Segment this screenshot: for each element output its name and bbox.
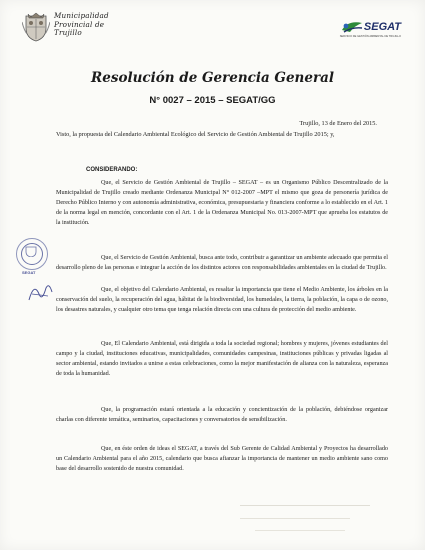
paragraph-1: Que, el Servicio de Gestión Ambiental de Trujillo – SEGAT – es un Organismo Público Descentralizado de la Municipalidad de Trujillo creado mediante Ordenanza Municipal N° 012-2007 –MPT el mismo que goza de personería jurídica de Derecho Público Interno y con autonomía administrativa, económica, presupuestaria y financiera conforme a lo establecido en el Art. 1 de la norma legal en mención, concordante con el Art. 1 de la Ordenanza Municipal No. 013-2007-MPT que aprueba los estatutos de la institución. xyxy=(56,180,388,227)
stamp-emblem-icon xyxy=(25,245,37,257)
segat-logo-text: SEGAT xyxy=(363,21,401,33)
resolution-number: N° 0027 – 2015 – SEGAT/GG xyxy=(149,95,276,106)
stamp-label: SEGAT xyxy=(22,270,36,275)
visto-paragraph: Visto, la propuesta del Calendario Ambiental Ecológico del Servicio de Gestión Ambiental de Trujillo 2015; y, xyxy=(56,131,335,138)
bleed-through-line xyxy=(240,518,350,521)
muni-line-1: Municipalidad xyxy=(54,11,109,20)
segat-subtitle: SERVICIO DE GESTIÓN AMBIENTAL DE TRUJILLO xyxy=(339,35,401,38)
paragraph-3: Que, el objetivo del Calendario Ambiental, es resaltar la importancia que tiene el Medio Ambiente, los árboles en la conservación del suelo, la recuperación del agua, hábitat de la biodiversidad, los humedales, la tierra, la población, la capa o de ozono, los desastres naturales, y cualquier otro tema que tenga relación directa con una cultura de protección del medio ambiente. xyxy=(56,287,388,314)
official-stamp xyxy=(16,238,48,275)
municipal-crest-icon xyxy=(22,12,50,42)
bleed-through-line xyxy=(255,530,345,533)
bleed-through-line xyxy=(240,505,370,508)
paragraph-6: Que, en éste orden de ideas el SEGAT, a través del Sub Gerente de Calidad Ambiental y Proyectos ha desarrollado un Calendario Ambiental para el año 2015, calendario que busca afianzar la importancia de mantener un medio ambiente sano como base del desarrollo sostenido de nuestra comunidad. xyxy=(56,446,388,473)
municipality-name xyxy=(54,12,109,38)
segat-leaf-icon xyxy=(340,20,364,34)
paragraph-4: Que, El Calendario Ambiental, está dirigida a toda la sociedad regional; hombres y mujeres, jóvenes estudiantes del campo y la ciudad, instituciones educativas, municipalidades, comunidades campesinas, instituciones públicas y privadas ligadas al sector ambiental, estando invitados a unirse a estas celebraciones, como la mejor manifestación de alianza con la naturaleza, esperanza de toda la humanidad. xyxy=(56,341,388,378)
considerando-heading: CONSIDERANDO: xyxy=(86,167,138,173)
municipality-header xyxy=(22,12,109,42)
resolution-date: Trujillo, 13 de Enero del 2015. xyxy=(299,120,377,127)
resolution-title: Resolución de Gerencia General xyxy=(91,70,334,86)
margin-signature xyxy=(26,280,56,306)
segat-logo xyxy=(311,20,401,38)
muni-line-2: Provincial de xyxy=(54,19,105,29)
muni-line-3: Trujillo xyxy=(54,28,82,38)
paragraph-5: Que, la programación estará orientada a la educación y concientización de la población, debiéndose organizar charlas con diferente temática, seminarios, capacitaciones y conversatorios de sensibilización. xyxy=(56,407,388,424)
paragraph-2: Que, el Servicio de Gestión Ambiental, busca ante todo, contribuir a garantizar un ambiente adecuado que permita el desarrollo pleno de las personas e integrar la acción de los distintos actores con responsabilidades ambientales en la ciudad de Trujillo. xyxy=(56,255,388,272)
